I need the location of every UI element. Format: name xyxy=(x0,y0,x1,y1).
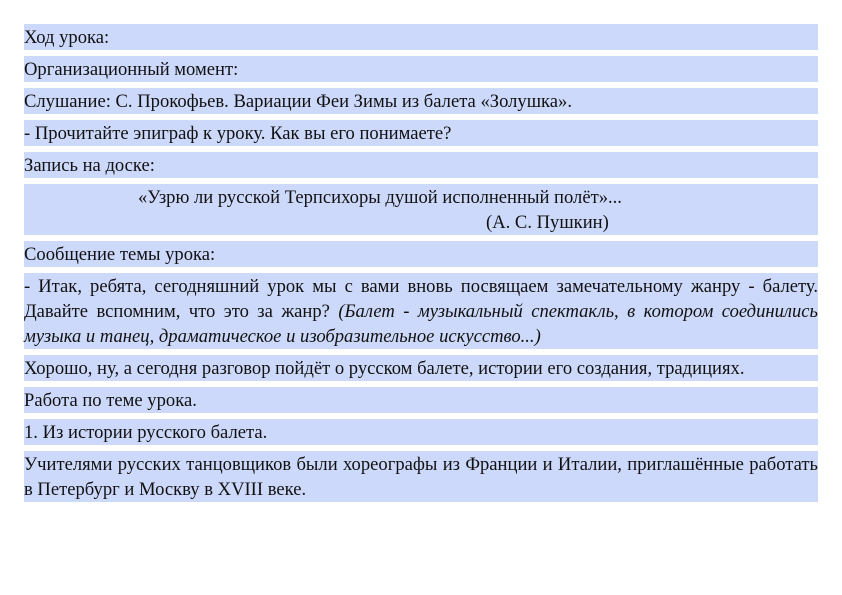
intro-answer: (Балет - музыкальный спектакль, в котором соединились музыка и танец, драматическое и изобразительное искусство...) xyxy=(24,301,819,347)
teachers-paragraph: Учителями русских танцовщиков были хореографы из Франции и Италии, приглашённые работать в Петербург и Москву в XVIII веке. xyxy=(24,451,818,502)
intro-paragraph xyxy=(24,273,818,349)
course-heading: Ход урока: xyxy=(24,24,818,50)
topic-heading: Сообщение темы урока: xyxy=(24,241,818,267)
epigraph-block xyxy=(24,184,818,235)
epigraph-author: (А. С. Пушкин) xyxy=(486,212,609,233)
epigraph-prompt: - Прочитайте эпиграф к уроку. Как вы его понимаете? xyxy=(24,120,818,146)
history-heading: 1. Из истории русского балета. xyxy=(24,419,818,445)
org-moment-heading: Организационный момент: xyxy=(24,56,818,82)
work-heading: Работа по теме урока. xyxy=(24,387,818,413)
epigraph-quote: «Узрю ли русской Терпсихоры душой исполненный полёт»... xyxy=(138,187,622,208)
russian-ballet-paragraph: Хорошо, ну, а сегодня разговор пойдёт о русском балете, истории его создания, традициях. xyxy=(24,355,818,381)
listening-line: Слушание: С. Прокофьев. Вариации Феи Зимы из балета «Золушка». xyxy=(24,88,818,114)
document-page xyxy=(24,24,818,508)
board-heading: Запись на доске: xyxy=(24,152,818,178)
intro-text: - Итак, ребята, сегодняшний урок мы с вами вновь посвящаем замечательному жанру - балету. Давайте вспомним, что это за жанр? xyxy=(24,276,818,322)
